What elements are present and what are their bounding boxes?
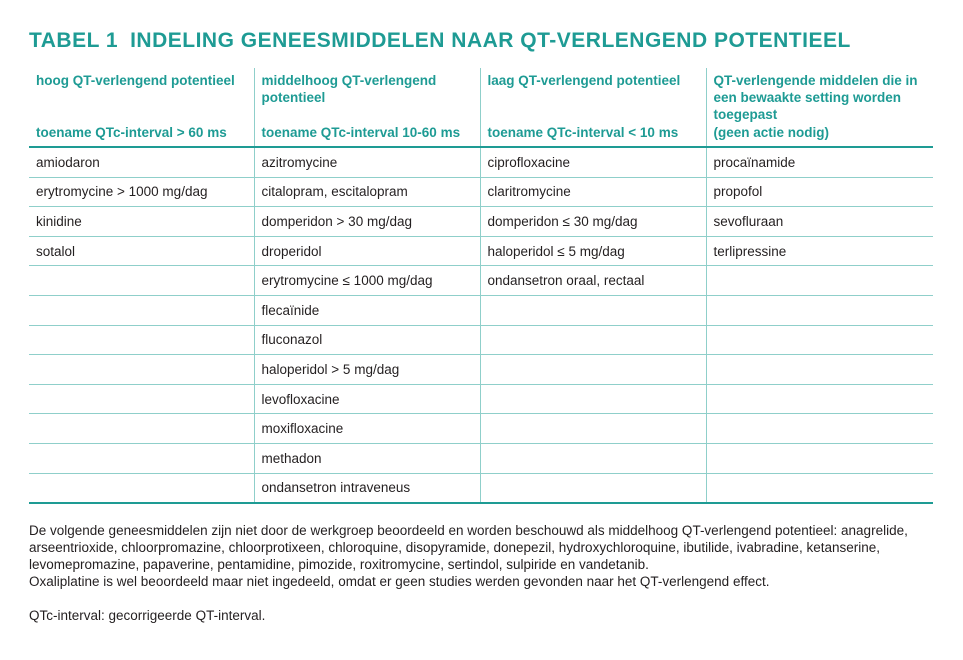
table-cell: azitromycine [254, 147, 480, 177]
table-cell [29, 295, 254, 325]
table-cell [706, 266, 933, 296]
table-row [29, 325, 933, 355]
table-cell: flecaïnide [254, 295, 480, 325]
column-header-monitored [706, 68, 933, 147]
table-cell: moxifloxacine [254, 414, 480, 444]
column-label: QT-verlengende middelen die in een bewaakte setting worden toegepast [713, 73, 918, 122]
column-sublabel: toename QTc-interval > 60 ms [36, 125, 227, 140]
table-cell [706, 295, 933, 325]
table-cell [480, 443, 706, 473]
table-cell: erytromycine > 1000 mg/dag [29, 177, 254, 207]
table-cell: domperidon > 30 mg/dag [254, 207, 480, 237]
table-cell: sevofluraan [706, 207, 933, 237]
footnote-definition: QTc-interval: gecorrigeerde QT-interval. [29, 608, 266, 623]
table-cell [706, 325, 933, 355]
column-header-high [29, 68, 254, 147]
table-cell [706, 384, 933, 414]
table-cell [480, 295, 706, 325]
table-cell: kinidine [29, 207, 254, 237]
table-cell [706, 355, 933, 385]
column-sublabel: (geen actie nodig) [713, 125, 830, 140]
table-row [29, 207, 933, 237]
table-number: TABEL 1 [29, 29, 119, 52]
table-cell: amiodaron [29, 147, 254, 177]
table-cell: droperidol [254, 236, 480, 266]
table-body [29, 147, 933, 503]
table-row [29, 473, 933, 503]
table-cell: terlipressine [706, 236, 933, 266]
table-cell [29, 443, 254, 473]
table-title [29, 29, 851, 53]
table-row [29, 443, 933, 473]
table-cell: propofol [706, 177, 933, 207]
table-row [29, 147, 933, 177]
table-cell: erytromycine ≤ 1000 mg/dag [254, 266, 480, 296]
qt-table [29, 68, 933, 504]
table-cell [29, 355, 254, 385]
column-label: laag QT-verlengend potentieel [487, 73, 681, 88]
table-cell [480, 355, 706, 385]
table-cell [480, 414, 706, 444]
footnote-oxaliplatin: Oxaliplatine is wel beoordeeld maar niet ingedeeld, omdat er geen studies werden gevonden naar het QT-verlengend effect. [29, 574, 770, 589]
table-cell: fluconazol [254, 325, 480, 355]
column-sublabel: toename QTc-interval 10-60 ms [261, 125, 461, 140]
table-cell [706, 473, 933, 503]
table-row [29, 236, 933, 266]
column-label: hoog QT-verlengend potentieel [36, 73, 235, 88]
table-cell: procaïnamide [706, 147, 933, 177]
table-cell: ciprofloxacine [480, 147, 706, 177]
table-row [29, 384, 933, 414]
column-label: middelhoog QT-verlengend potentieel [261, 73, 437, 105]
table-cell: claritromycine [480, 177, 706, 207]
table-cell: haloperidol > 5 mg/dag [254, 355, 480, 385]
table-row [29, 295, 933, 325]
table-cell [29, 473, 254, 503]
table-cell: levofloxacine [254, 384, 480, 414]
spacer [29, 590, 939, 607]
table-cell [29, 266, 254, 296]
table-cell [480, 473, 706, 503]
table-row [29, 414, 933, 444]
table-title-text: INDELING GENEESMIDDELEN NAAR QT-VERLENGEND POTENTIEEL [130, 29, 851, 52]
table-row [29, 355, 933, 385]
table-cell: sotalol [29, 236, 254, 266]
table-cell: methadon [254, 443, 480, 473]
table-cell [706, 414, 933, 444]
table-header [29, 68, 933, 147]
table-row [29, 266, 933, 296]
table-cell: haloperidol ≤ 5 mg/dag [480, 236, 706, 266]
table-cell [480, 325, 706, 355]
column-header-low [480, 68, 706, 147]
table-cell: citalopram, escitalopram [254, 177, 480, 207]
table-cell: domperidon ≤ 30 mg/dag [480, 207, 706, 237]
table-cell [29, 414, 254, 444]
table-cell: ondansetron oraal, rectaal [480, 266, 706, 296]
table-cell [480, 384, 706, 414]
table-cell [29, 384, 254, 414]
footnote-unassessed: De volgende geneesmiddelen zijn niet door de werkgroep beoordeeld en worden beschouwd als middelhoog QT-verlengend potentieel: anagrelide, arseentrioxide, chloorpromazine, chloorprotixeen, chloroquine, disopyramide, donepezil, hydroxychloroquine, ibutilide, ivabradine, ketanserine, levomepromazine, papaverine, pentamidine, pimozide, roxitromycine, sertindol, sulpiride en vandetanib. [29, 523, 908, 572]
table-cell: ondansetron intraveneus [254, 473, 480, 503]
column-header-medium [254, 68, 480, 147]
table-row [29, 177, 933, 207]
table-cell [706, 443, 933, 473]
table-cell [29, 325, 254, 355]
column-sublabel: toename QTc-interval < 10 ms [487, 125, 679, 140]
footnote [29, 522, 939, 624]
